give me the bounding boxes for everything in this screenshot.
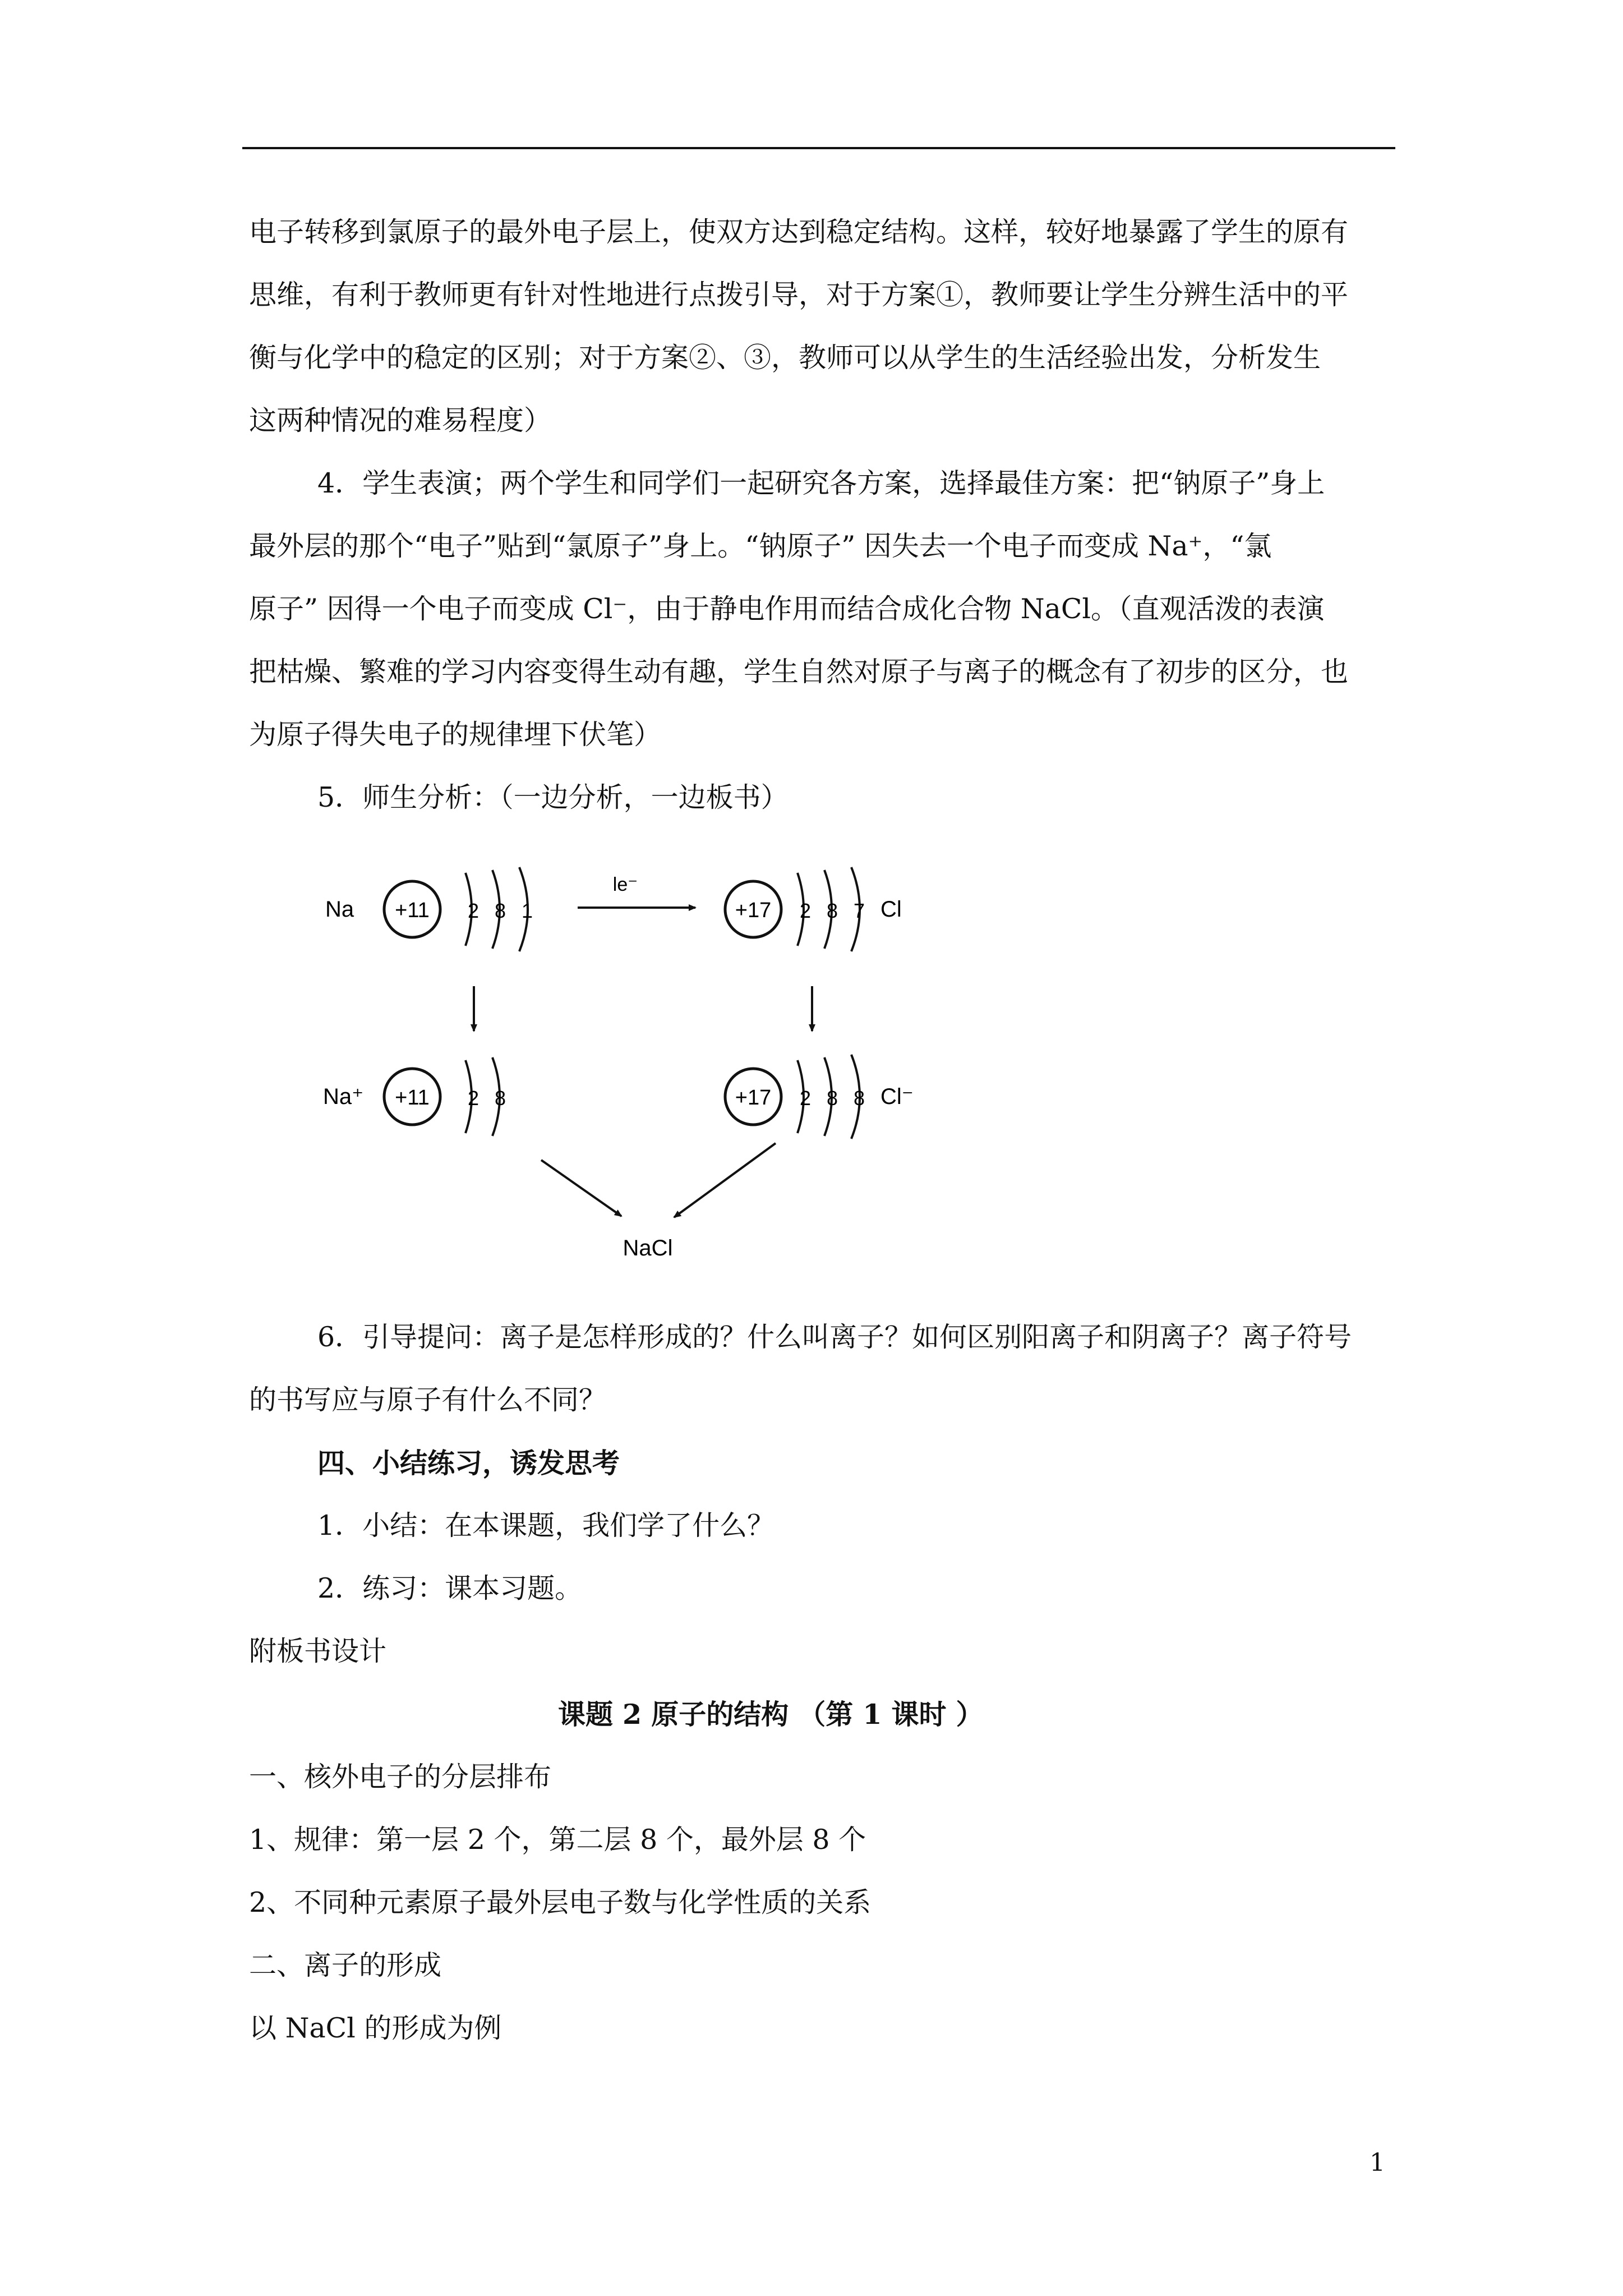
na-shell-count: 8: [495, 899, 506, 922]
cl-ion-shell-count: 2: [800, 1087, 811, 1110]
paragraph-line: 2．练习：课本习题。: [317, 1572, 583, 1604]
na-ion-shell-count: 2: [468, 1087, 479, 1110]
paragraph-line: 思维，有利于教师更有针对性地进行点拨引导，对于方案①，教师要让学生分辨生活中的平: [249, 279, 1349, 311]
na-ion-to-product-arrow: [541, 1160, 621, 1216]
paragraph-line: 6．引导提问：离子是怎样形成的？什么叫离子？如何区别阳离子和阴离子？离子符号: [317, 1321, 1352, 1353]
paragraph-line: 原子” 因得一个电子而变成 Cl⁻，由于静电作用而结合成化合物 NaCl。（直观活泼的表演: [249, 593, 1325, 625]
cl-ion-nucleus-charge: +17: [735, 1086, 772, 1110]
na-atom-symbol: Na: [325, 897, 354, 922]
paragraph-line: 电子转移到氯原子的最外电子层上，使双方达到稳定结构。这样，较好地暴露了学生的原有: [249, 216, 1349, 248]
product-formula: NaCl: [623, 1236, 673, 1260]
paragraph-line: 以 NaCl 的形成为例: [249, 2012, 502, 2044]
ion-formation-diagram: [314, 846, 987, 1283]
paragraph-line: 把枯燥、繁难的学习内容变得生动有趣，学生自然对原子与离子的概念有了初步的区分，也: [249, 656, 1349, 688]
header-rule: [242, 147, 1395, 149]
cl-atom-symbol: Cl: [880, 897, 902, 922]
paragraph-line: 这两种情况的难易程度）: [249, 404, 552, 436]
na-ion-symbol: Na⁺: [323, 1084, 364, 1109]
cl-ion-shell-count: 8: [854, 1087, 865, 1110]
cl-shell-count: 2: [800, 899, 811, 922]
page-number: 1: [1370, 2148, 1385, 2177]
cl-shell-count: 7: [854, 899, 865, 922]
paragraph-line: 的书写应与原子有什么不同？: [249, 1384, 607, 1416]
paragraph-line: 2、不同种元素原子最外层电子数与化学性质的关系: [249, 1887, 872, 1918]
paragraph-line: 1．小结：在本课题，我们学了什么？: [317, 1510, 775, 1542]
cl-ion-shell-count: 8: [827, 1087, 838, 1110]
paragraph-line: 附板书设计: [249, 1635, 387, 1667]
paragraph-line: 二、离子的形成: [249, 1949, 442, 1981]
paragraph-line: 4．学生表演；两个学生和同学们一起研究各方案，选择最佳方案：把“钠原子”身上: [317, 467, 1325, 499]
na-ion-shell-count: 8: [495, 1087, 506, 1110]
paragraph-line: 1、规律：第一层 2 个，第二层 8 个，最外层 8 个: [249, 1824, 866, 1856]
cl-ion-to-product-arrow: [674, 1143, 776, 1217]
section-heading: 四、小结练习，诱发思考: [317, 1447, 620, 1479]
board-design-title: 课题 2 原子的结构 （第 1 课时 ）: [558, 1698, 984, 1731]
na-ion-nucleus-charge: +11: [395, 1086, 430, 1110]
na-shell-count: 2: [468, 899, 479, 922]
cl-ion-symbol: Cl⁻: [880, 1084, 914, 1109]
paragraph-line: 为原子得失电子的规律埋下伏笔）: [249, 719, 662, 751]
paragraph-line: 一、核外电子的分层排布: [249, 1761, 552, 1793]
paragraph-line: 5．师生分析：（一边分析，一边板书）: [317, 781, 789, 813]
cl-nucleus-charge: +17: [735, 899, 772, 922]
paragraph-line: 最外层的那个“电子”贴到“氯原子”身上。“钠原子” 因失去一个电子而变成 Na⁺，“氯: [249, 530, 1272, 562]
cl-shell-count: 8: [827, 899, 838, 922]
na-shell-count: 1: [522, 899, 533, 922]
electron-transfer-label: le⁻: [612, 874, 638, 895]
na-nucleus-charge: +11: [395, 899, 430, 922]
paragraph-line: 衡与化学中的稳定的区别；对于方案②、③，教师可以从学生的生活经验出发，分析发生: [249, 342, 1321, 374]
